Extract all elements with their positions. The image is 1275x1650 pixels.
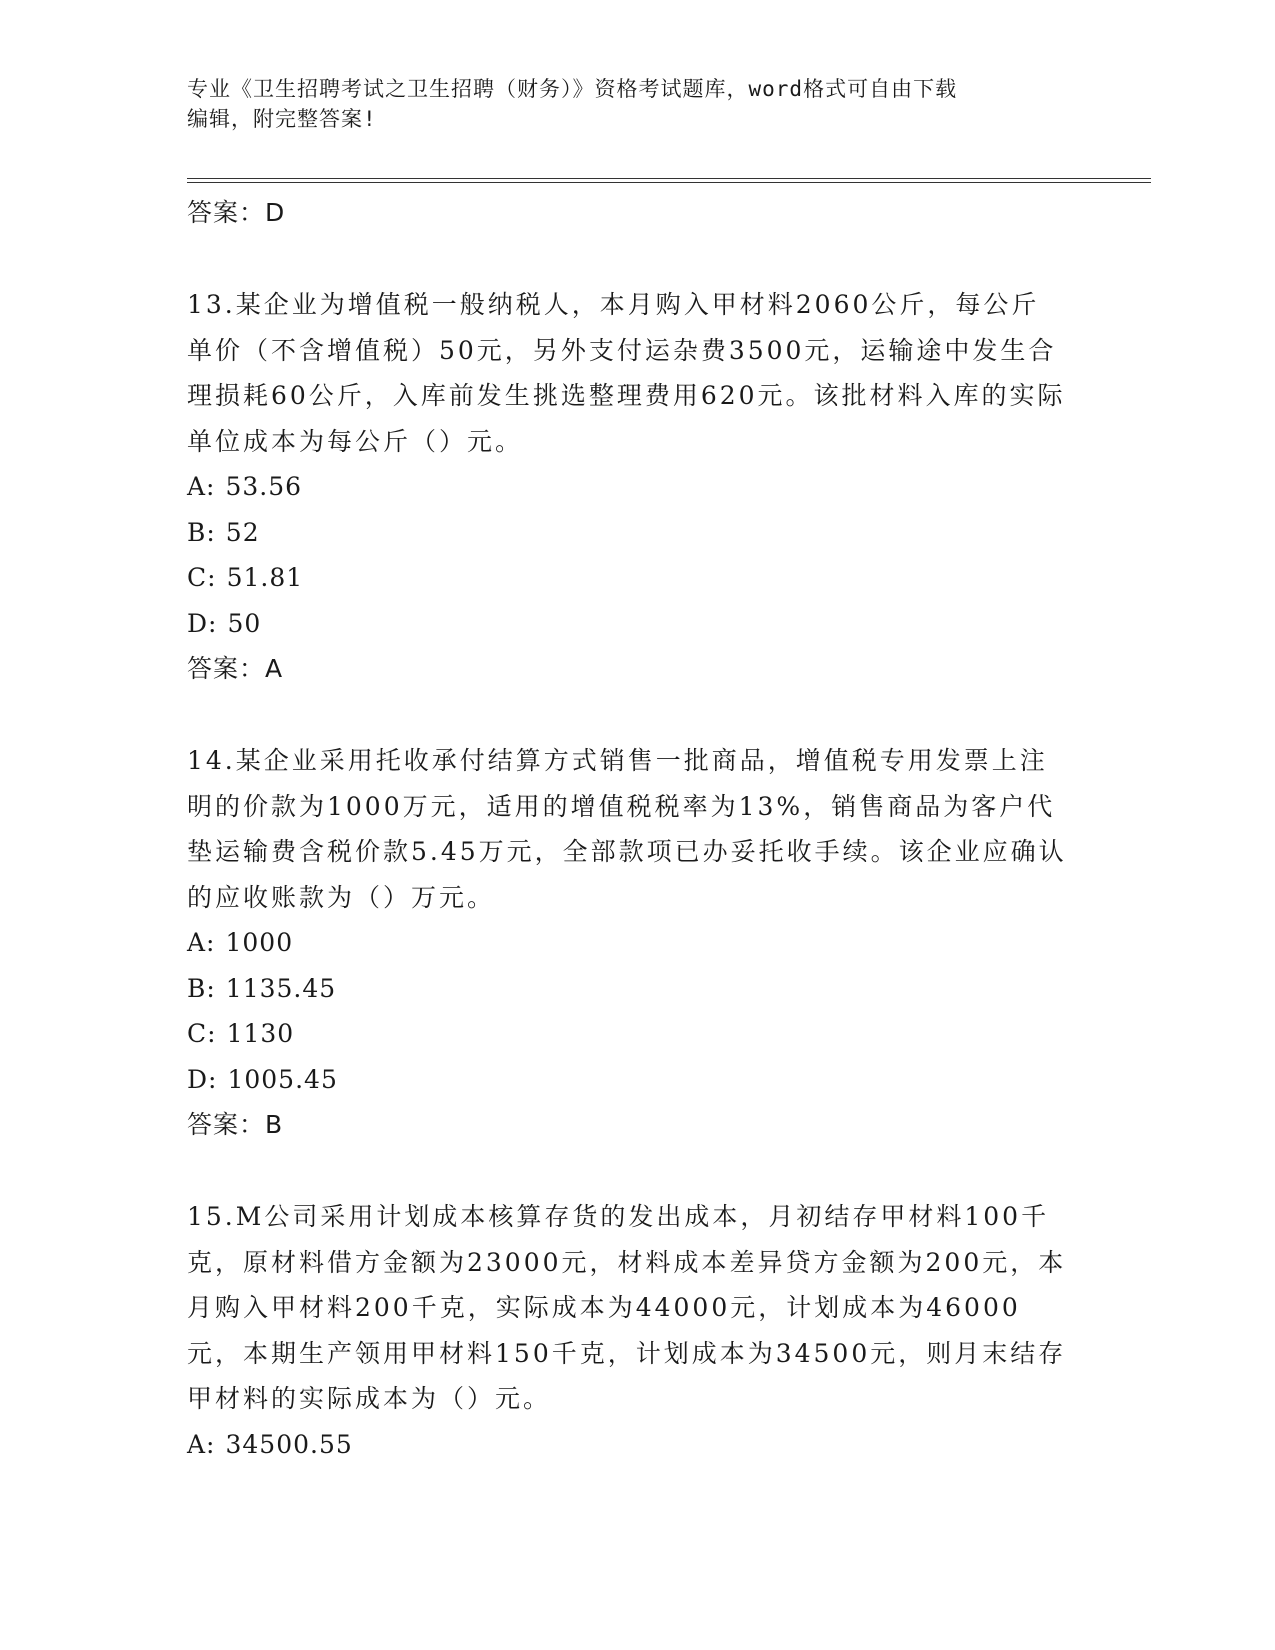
- option-a: [187, 1422, 1067, 1468]
- header-divider-top: [187, 178, 1151, 179]
- option-value: 1000: [225, 928, 294, 957]
- question-list: [187, 190, 1067, 1467]
- option-value: 53.56: [225, 472, 303, 501]
- previous-answer: [187, 190, 1067, 236]
- option-a: [187, 464, 1067, 510]
- option-key: A:: [187, 472, 216, 501]
- answer-label: 答案：: [187, 198, 266, 227]
- option-c: [187, 1011, 1067, 1057]
- question-stem-13: 13.某企业为增值税一般纳税人，本月购入甲材料2060公斤，每公斤单价（不含增值税）50元，另外支付运杂费3500元，运输途中发生合理损耗60公斤，入库前发生挑选整理费用620元。该批材料入库的实际单位成本为每公斤（）元。: [187, 290, 1066, 456]
- header-divider-bottom: [187, 182, 1151, 183]
- option-value: 1130: [226, 1019, 295, 1048]
- answer-value: A: [265, 654, 284, 683]
- header-line-2: 编辑，附完整答案!: [187, 107, 377, 131]
- answer-label: 答案：: [187, 654, 266, 683]
- option-key: D:: [187, 1064, 218, 1094]
- option-d: [187, 1057, 1067, 1103]
- option-value: 34500.55: [225, 1429, 353, 1459]
- option-key: D:: [187, 608, 218, 638]
- answer-14: [187, 1102, 1067, 1148]
- option-value: 52: [225, 517, 260, 547]
- option-b: [187, 966, 1067, 1012]
- option-a: [187, 920, 1067, 966]
- question-stem-14: 14.某企业采用托收承付结算方式销售一批商品，增值税专用发票上注明的价款为1000万元，适用的增值税税率为13%，销售商品为客户代垫运输费含税价款5.45万元，全部款项已办妥托收手续。该企业应确认的应收账款为（）万元。: [187, 746, 1067, 912]
- answer-value: D: [265, 198, 286, 227]
- option-key: B:: [187, 973, 216, 1003]
- option-value: 50: [227, 608, 262, 638]
- option-value: 1135.45: [225, 973, 337, 1003]
- option-value: 51.81: [226, 563, 304, 592]
- option-key: A:: [187, 1429, 216, 1459]
- question-stem-15: 15.M公司采用计划成本核算存货的发出成本，月初结存甲材料100千克，原材料借方金额为23000元，材料成本差异贷方金额为200元，本月购入甲材料200千克，实际成本为44000元，计划成本为46000元，本期生产领用甲材料150千克，计划成本为34500元，则月末结存甲材料的实际成本为（）元。: [187, 1202, 1067, 1413]
- option-d: [187, 601, 1067, 647]
- answer-13: [187, 646, 1067, 692]
- answer-label: 答案：: [187, 1110, 266, 1139]
- option-b: [187, 510, 1067, 556]
- option-key: B:: [187, 517, 216, 547]
- option-key: A:: [187, 928, 216, 957]
- option-key: C:: [187, 563, 217, 592]
- option-value: 1005.45: [227, 1064, 338, 1094]
- option-c: [187, 555, 1067, 601]
- page-header: [187, 74, 1067, 134]
- option-key: C:: [187, 1019, 217, 1048]
- answer-value: B: [265, 1110, 284, 1139]
- header-line-1: 专业《卫生招聘考试之卫生招聘（财务）》资格考试题库，word格式可自由下载: [187, 77, 958, 101]
